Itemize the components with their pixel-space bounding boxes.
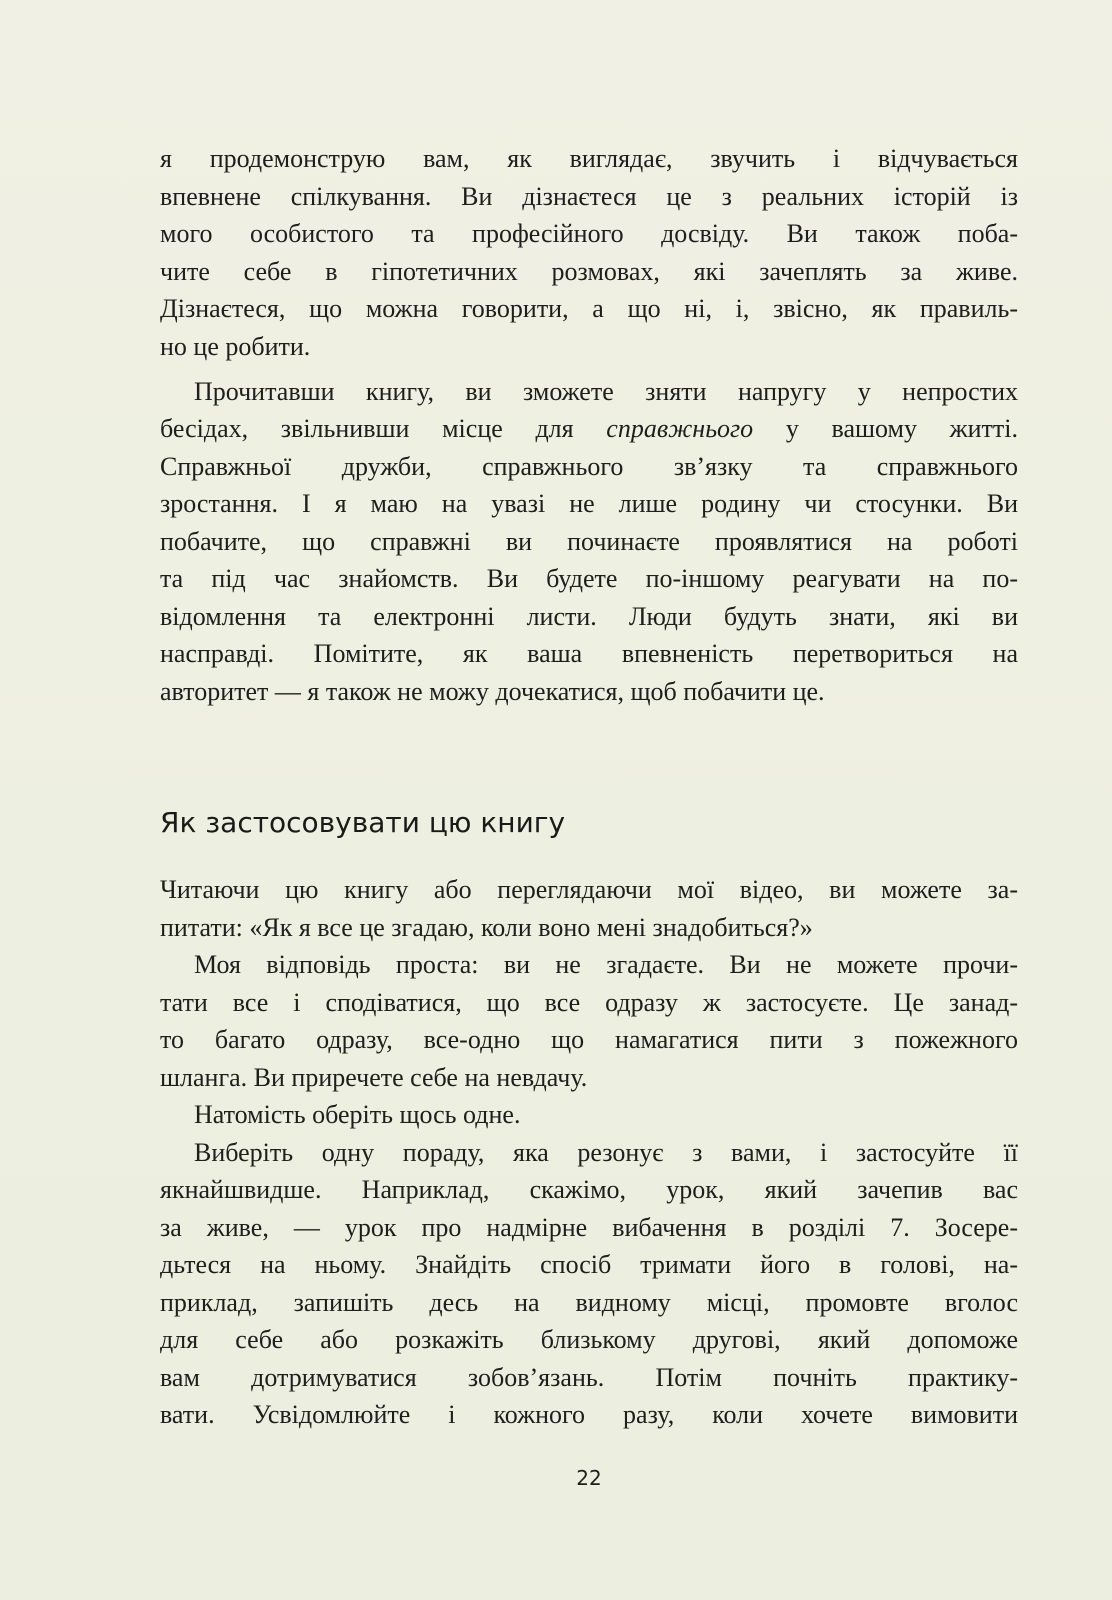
text-line: дьтеся на ньому. Знайдіть спосіб тримати його в голові, на- (160, 1250, 1018, 1279)
emphasis-word: справжнього (606, 414, 754, 443)
text-line: Читаючи цю книгу або переглядаючи мої відео, ви можете за- (160, 875, 1018, 904)
text-line: зростання. І я маю на увазі не лише родину чи стосунки. Ви (160, 489, 1018, 518)
text-line: якнайшвидше. Наприклад, скажімо, урок, який зачепив вас (160, 1175, 1018, 1204)
body-text-top (160, 140, 1018, 710)
text-line: відомлення та електронні листи. Люди будуть знати, які ви (160, 601, 1018, 631)
text-line: вати. Усвідомлюйте і кожного разу, коли хочете вимовити (160, 1400, 1018, 1429)
text-line: за живе, — урок про надмірне вибачення в розділі 7. Зосере- (160, 1212, 1018, 1242)
text-line: побачите, що справжні ви починаєте проявлятися на роботі (160, 526, 1018, 556)
text-line: Дізнаєтеся, що можна говорити, а що ні, і, звісно, як правиль- (160, 294, 1018, 323)
text-line: Справжньої дружби, справжнього зв’язку та справжнього (160, 451, 1018, 481)
text-segment: у вашому житті. (785, 414, 1019, 443)
text-line: насправді. Помітите, як ваша впевненість перетвориться на (160, 639, 1018, 668)
text-line: Виберіть одну пораду, яка резонує з вами, і застосуйте її (194, 1137, 1018, 1167)
text-line: Моя відповідь проста: ви не згадаєте. Ви не можете прочи- (194, 950, 1018, 979)
text-line: Прочитавши книгу, ви зможете зняти напругу у непростих (194, 376, 1018, 406)
text-line: авторитет — я також не можу дочекатися, щоб побачити це. (160, 676, 825, 706)
text-line-with-emphasis (160, 410, 1018, 448)
text-line: я продемонструю вам, як виглядає, звучить і відчувається (160, 144, 1018, 173)
text-line: тати все і сподіватися, що все одразу ж застосуєте. Це занад- (160, 987, 1018, 1017)
text-line: Натомість оберіть щось одне. (194, 1100, 521, 1129)
text-line: чите себе в гіпотетичних розмовах, які зачеплять за живе. (160, 256, 1018, 286)
text-segment: бесідах, звільнивши місце для (160, 414, 574, 443)
text-line: шланга. Ви приречете себе на невдачу. (160, 1062, 588, 1092)
text-line: приклад, запишіть десь на видному місці, промовте вголос (160, 1287, 1018, 1317)
section-heading: Як застосовувати цю книгу (160, 806, 566, 839)
text-line: та під час знайомств. Ви будете по-іншому реагувати на по- (160, 564, 1018, 593)
body-text-bottom (160, 871, 1018, 1434)
text-line: то багато одразу, все-одно що намагатися пити з пожежного (160, 1025, 1018, 1054)
text-line: для себе або розкажіть близькому другові, який допоможе (160, 1325, 1018, 1354)
text-line: вам дотримуватися зобов’язань. Потім почніть практику- (160, 1362, 1018, 1392)
text-line: питати: «Як я все це згадаю, коли воно мені знадобиться?» (160, 912, 813, 942)
text-line: впевнене спілкування. Ви дізнаєтеся це з реальних історій із (160, 181, 1018, 211)
text-line: но це робити. (160, 331, 311, 361)
page-number: 22 (576, 1466, 602, 1490)
text-line: мого особистого та професійного досвіду. Ви також поба- (160, 219, 1018, 248)
